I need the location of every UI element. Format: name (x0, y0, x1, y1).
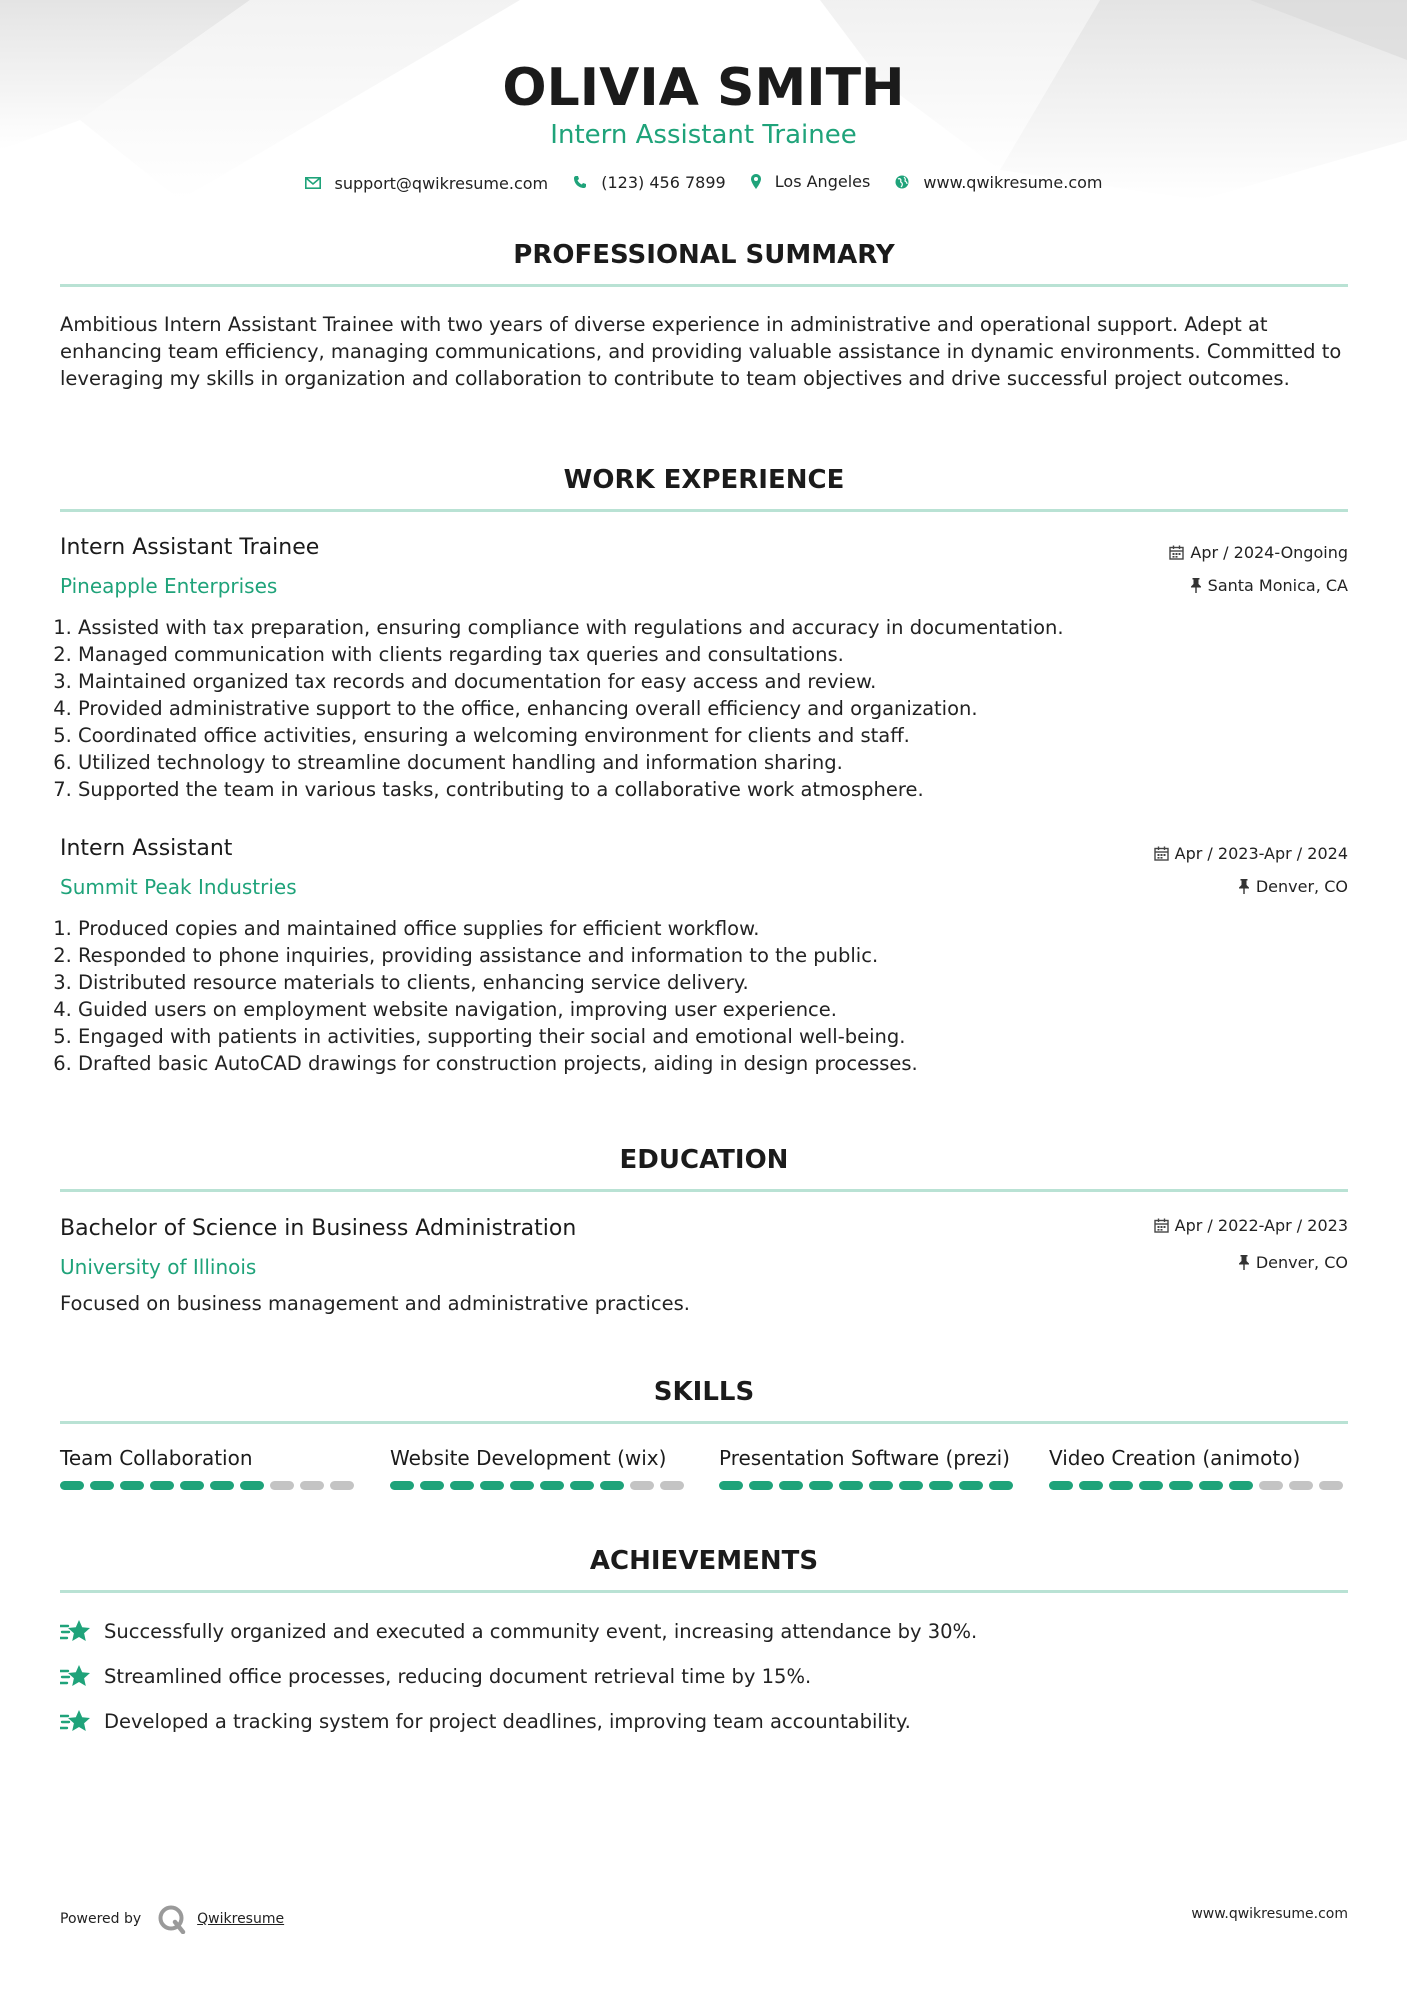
list-item: 6. Utilized technology to streamline document handling and information sharing. (78, 749, 1366, 776)
skill-rating-bar (390, 1481, 690, 1490)
list-item: 5. Coordinated office activities, ensuring a welcoming environment for clients and staff. (78, 722, 1366, 749)
skill-rating-segment (959, 1481, 983, 1490)
skill-rating-segment (749, 1481, 773, 1490)
education-dates-text: Apr / 2022-Apr / 2023 (1174, 1216, 1348, 1235)
globe-icon (895, 175, 909, 189)
contact-website[interactable] (895, 173, 1102, 192)
job-company: Summit Peak Industries (60, 875, 297, 899)
powered-by-label: Powered by (60, 1911, 142, 1927)
job-responsibilities (60, 915, 1366, 1077)
summary-text: Ambitious Intern Assistant Trainee with two years of diverse experience in administrative and operational support. Adept at enhancing team efficiency, managing communications, and providing valuable assistance in dynamic environments. Committed to leveraging my skills in organization and collaboration to contribute to team objectives and drive successful project outcomes. (60, 313, 1342, 390)
phone-text: (123) 456 7899 (601, 172, 726, 192)
skill-rating-segment (390, 1481, 414, 1490)
achievement-item (60, 1663, 811, 1689)
skill-rating-segment (270, 1481, 294, 1490)
education-divider (60, 1189, 1348, 1192)
skill-rating-segment (779, 1481, 803, 1490)
skill-rating-segment (540, 1481, 564, 1490)
skill-item (1049, 1446, 1349, 1490)
education-degree: Bachelor of Science in Business Administration (60, 1216, 577, 1241)
job-location (1238, 877, 1348, 896)
star-icon (60, 1618, 104, 1644)
job-title: Intern Assistant Trainee (60, 535, 320, 560)
skill-name: Presentation Software (prezi) (719, 1446, 1010, 1470)
summary-heading: PROFESSIONAL SUMMARY (513, 240, 895, 270)
job-location (1190, 576, 1348, 595)
job-dates-text: Apr / 2023-Apr / 2024 (1174, 844, 1348, 863)
list-item: 3. Maintained organized tax records and documentation for easy access and review. (78, 668, 1366, 695)
skill-rating-segment (1259, 1481, 1283, 1490)
skill-rating-bar (60, 1481, 360, 1490)
skill-rating-segment (989, 1481, 1013, 1490)
skill-item (719, 1446, 1019, 1490)
list-item: 1. Assisted with tax preparation, ensuring compliance with regulations and accuracy in documentation. (78, 614, 1366, 641)
skill-rating-segment (1319, 1481, 1343, 1490)
skill-rating-segment (330, 1481, 354, 1490)
list-item: 3. Distributed resource materials to clients, enhancing service delivery. (78, 969, 1366, 996)
skill-rating-segment (60, 1481, 84, 1490)
skill-rating-segment (719, 1481, 743, 1490)
footer-website[interactable]: www.qwikresume.com (1191, 1906, 1348, 1922)
achievement-text: Successfully organized and executed a community event, increasing attendance by 30%. (104, 1619, 978, 1643)
candidate-title: Intern Assistant Trainee (550, 120, 857, 150)
candidate-name: OLIVIA SMITH (502, 58, 905, 118)
skill-name: Website Development (wix) (390, 1446, 667, 1470)
skill-rating-bar (719, 1481, 1019, 1490)
job-title: Intern Assistant (60, 836, 233, 861)
education-location-text: Denver, CO (1255, 1253, 1348, 1272)
skill-rating-segment (1139, 1481, 1163, 1490)
skill-rating-segment (570, 1481, 594, 1490)
list-item: 1. Produced copies and maintained office supplies for efficient workflow. (78, 915, 1366, 942)
skill-rating-segment (600, 1481, 624, 1490)
pushpin-icon (1238, 879, 1250, 894)
achievement-item (60, 1708, 911, 1734)
contact-email[interactable] (305, 174, 549, 193)
envelope-icon (305, 177, 321, 189)
footer-powered-by (60, 1904, 284, 1934)
skill-rating-segment (120, 1481, 144, 1490)
email-text: support@qwikresume.com (334, 173, 549, 193)
skill-name: Team Collaboration (60, 1446, 253, 1470)
education-school: University of Illinois (60, 1255, 257, 1279)
star-icon (60, 1663, 104, 1689)
job-location-text: Santa Monica, CA (1207, 576, 1348, 595)
job-dates-text: Apr / 2024-Ongoing (1190, 543, 1348, 562)
achievement-text: Developed a tracking system for project deadlines, improving team accountability. (104, 1709, 911, 1733)
skill-rating-segment (809, 1481, 833, 1490)
skill-item (60, 1446, 360, 1490)
skill-item (390, 1446, 690, 1490)
pushpin-icon (1238, 1255, 1250, 1270)
skill-rating-segment (630, 1481, 654, 1490)
list-item: 6. Drafted basic AutoCAD drawings for construction projects, aiding in design processes. (78, 1050, 1366, 1077)
qwikresume-logo-icon (157, 1904, 187, 1934)
skill-rating-segment (420, 1481, 444, 1490)
list-item: 4. Guided users on employment website navigation, improving user experience. (78, 996, 1366, 1023)
skill-rating-segment (300, 1481, 324, 1490)
skill-name: Video Creation (animoto) (1049, 1446, 1301, 1470)
skill-rating-segment (1229, 1481, 1253, 1490)
list-item: 5. Engaged with patients in activities, supporting their social and emotional well-being. (78, 1023, 1366, 1050)
experience-divider (60, 509, 1348, 512)
contact-bar (0, 172, 1407, 193)
location-text: Los Angeles (774, 172, 871, 191)
website-text: www.qwikresume.com (923, 172, 1103, 192)
skill-rating-segment (1289, 1481, 1313, 1490)
job-dates (1154, 844, 1348, 863)
skill-rating-segment (240, 1481, 264, 1490)
achievements-divider (60, 1590, 1348, 1593)
calendar-icon (1154, 846, 1169, 861)
skill-rating-bar (1049, 1481, 1349, 1490)
list-item: 7. Supported the team in various tasks, contributing to a collaborative work atmosphere. (78, 776, 1366, 803)
education-location (1238, 1253, 1348, 1272)
skill-rating-segment (90, 1481, 114, 1490)
skill-rating-segment (450, 1481, 474, 1490)
skill-rating-segment (1079, 1481, 1103, 1490)
job-responsibilities (60, 614, 1366, 803)
brand-link[interactable]: Qwikresume (197, 1911, 285, 1927)
calendar-icon (1169, 545, 1184, 560)
skills-divider (60, 1421, 1348, 1424)
skill-rating-segment (929, 1481, 953, 1490)
skill-rating-segment (1049, 1481, 1073, 1490)
skills-heading: SKILLS (653, 1377, 755, 1407)
skill-rating-segment (660, 1481, 684, 1490)
summary-divider (60, 284, 1348, 287)
achievements-heading: ACHIEVEMENTS (589, 1546, 819, 1576)
skill-rating-segment (839, 1481, 863, 1490)
star-icon (60, 1708, 104, 1734)
skill-rating-segment (510, 1481, 534, 1490)
skill-rating-segment (480, 1481, 504, 1490)
skill-rating-segment (1199, 1481, 1223, 1490)
list-item: 2. Managed communication with clients regarding tax queries and consultations. (78, 641, 1366, 668)
education-description: Focused on business management and administrative practices. (60, 1292, 690, 1315)
skill-rating-segment (1169, 1481, 1193, 1490)
skill-rating-segment (869, 1481, 893, 1490)
calendar-icon (1154, 1218, 1169, 1233)
skill-rating-segment (899, 1481, 923, 1490)
education-dates (1154, 1216, 1348, 1235)
education-heading: EDUCATION (619, 1145, 789, 1175)
phone-icon (573, 175, 587, 189)
list-item: 2. Responded to phone inquiries, providing assistance and information to the public. (78, 942, 1366, 969)
achievement-text: Streamlined office processes, reducing document retrieval time by 15%. (104, 1664, 812, 1688)
contact-phone[interactable] (573, 173, 725, 192)
skill-rating-segment (210, 1481, 234, 1490)
job-location-text: Denver, CO (1255, 877, 1348, 896)
contact-location (751, 172, 871, 191)
pushpin-icon (1190, 578, 1202, 593)
experience-heading: WORK EXPERIENCE (563, 465, 845, 495)
job-dates (1169, 543, 1348, 562)
skill-rating-segment (180, 1481, 204, 1490)
achievement-item (60, 1618, 977, 1644)
skill-rating-segment (150, 1481, 174, 1490)
job-company: Pineapple Enterprises (60, 574, 278, 598)
map-pin-icon (751, 174, 761, 189)
list-item: 4. Provided administrative support to the office, enhancing overall efficiency and organization. (78, 695, 1366, 722)
skill-rating-segment (1109, 1481, 1133, 1490)
